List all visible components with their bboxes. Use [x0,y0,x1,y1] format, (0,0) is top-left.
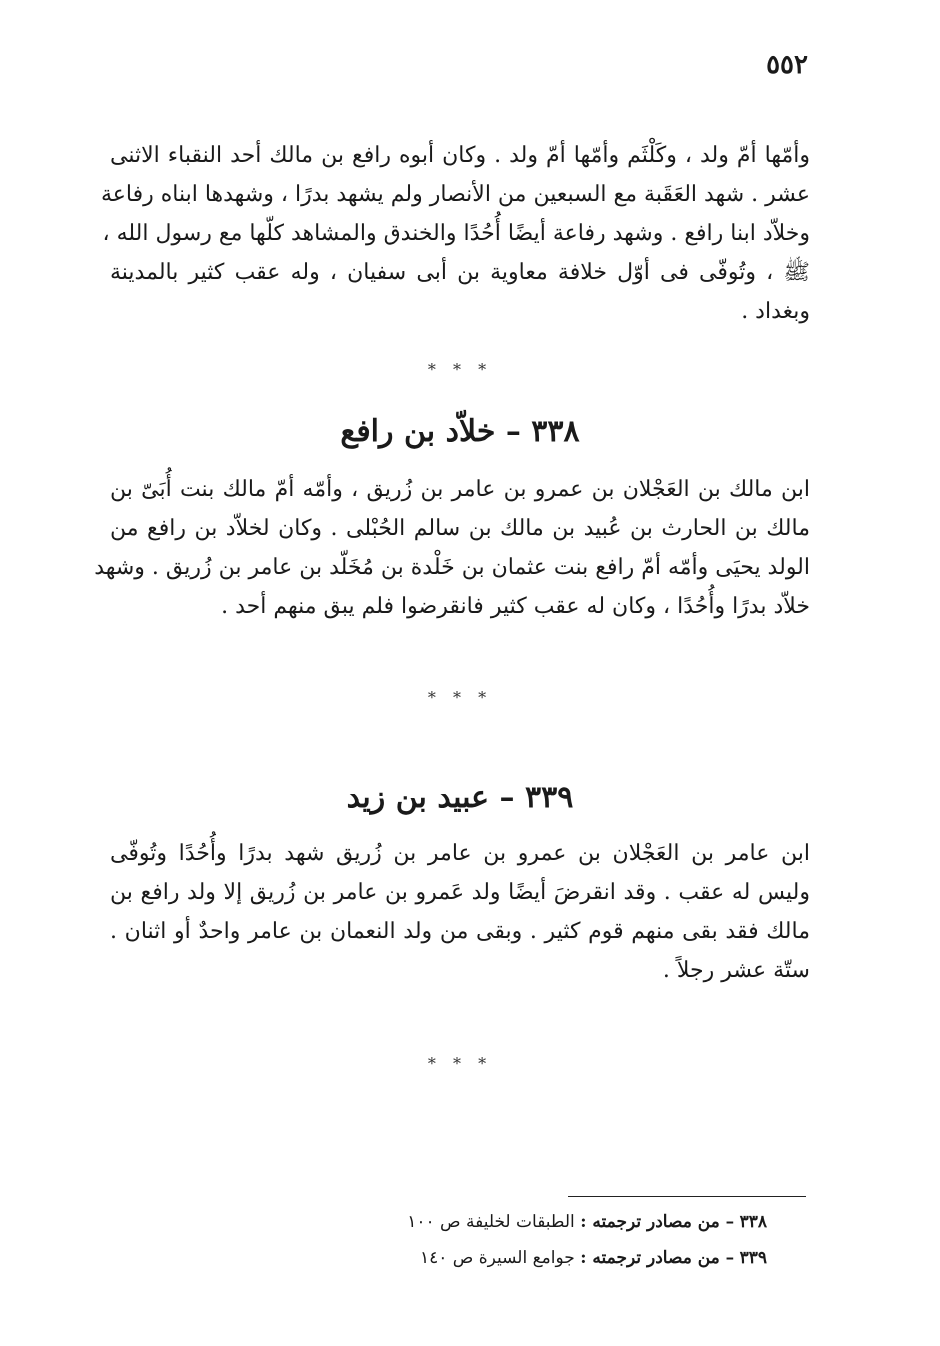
footnote-number: ٣٣٩ [739,1248,767,1268]
entry-heading-339: ٣٣٩ – عبيد بن زيد [346,780,574,815]
footnote-divider [568,1196,806,1197]
text-line: مالك بن الحارث بن عُبيد بن مالك بن سالم الحُبْلى . وكان لخلاّد بن رافع من [110,516,810,541]
footnote-label: – من مصادر ترجمته : [580,1212,735,1232]
text-line: ستّة عشر رجلاً . [662,958,810,983]
footnote-text: جوامع السيرة ص ١٤٠ [419,1248,575,1268]
footnote-338 [407,1212,767,1232]
entry-paragraph-338 [94,470,810,626]
text-line: الولد يحيَى وأمّه أمّ رافع بنت عثمان بن خَلْدة بن مُخَلّد بن عامر بن زُريق . وشهد [94,555,810,580]
section-separator: * * * [427,360,493,379]
text-line: مالك فقد بقى منهم قوم كثير . وبقى من ولد النعمان بن عامر واحدٌ أو اثنان . [110,919,810,944]
text-line: وخلاّد ابنا رافع . وشهد رفاعة أيضًا أُحُدًا والخندق والمشاهد كلّها مع رسول الله ، [102,221,810,246]
text-line: وليس له عقب . وقد انقرضَ أيضًا ولد عَمرو بن عامر بن زُريق إلا ولد رافع بن [110,880,810,905]
entry-paragraph-339 [110,834,810,990]
entry-heading-338: ٣٣٨ – خلاّد بن رافع [340,414,580,449]
section-separator: * * * [427,1054,493,1073]
page-number: ٥٥٢ [766,50,808,80]
text-line: وبغداد . [741,299,810,324]
text-line: عشر . شهد العَقَبة مع السبعين من الأنصار ولم يشهد بدرًا ، وشهدها ابناه رفاعة [100,182,810,207]
footnote-label: – من مصادر ترجمته : [580,1248,735,1268]
intro-paragraph [100,136,810,331]
footnote-339 [420,1248,767,1268]
text-line: ﷺ ، وتُوفّى فى أوّل خلافة معاوية بن أبى سفيان ، وله عقب كثير بالمدينة [110,260,810,285]
text-line: خلاّد بدرًا وأُحُدًا ، وكان له عقب كثير فانقرضوا فلم يبق منهم أحد . [221,594,810,619]
text-line: ابن مالك بن العَجْلان بن عمرو بن عامر بن زُريق ، وأمّه أمّ مالك بنت أُبَىّ بن [110,477,810,502]
footnote-number: ٣٣٨ [739,1212,767,1232]
text-line: ابن عامر بن العَجْلان بن عمرو بن عامر بن زُريق شهد بدرًا وأُحُدًا وتُوفّى [110,841,810,866]
text-line: وأمّها أمّ ولد ، وكَلْثَم وأمّها أمّ ولد . وكان أبوه رافع بن مالك أحد النقباء الاثنى [110,143,810,168]
section-separator: * * * [427,688,493,707]
footnote-text: الطبقات لخليفة ص ١٠٠ [407,1212,575,1232]
